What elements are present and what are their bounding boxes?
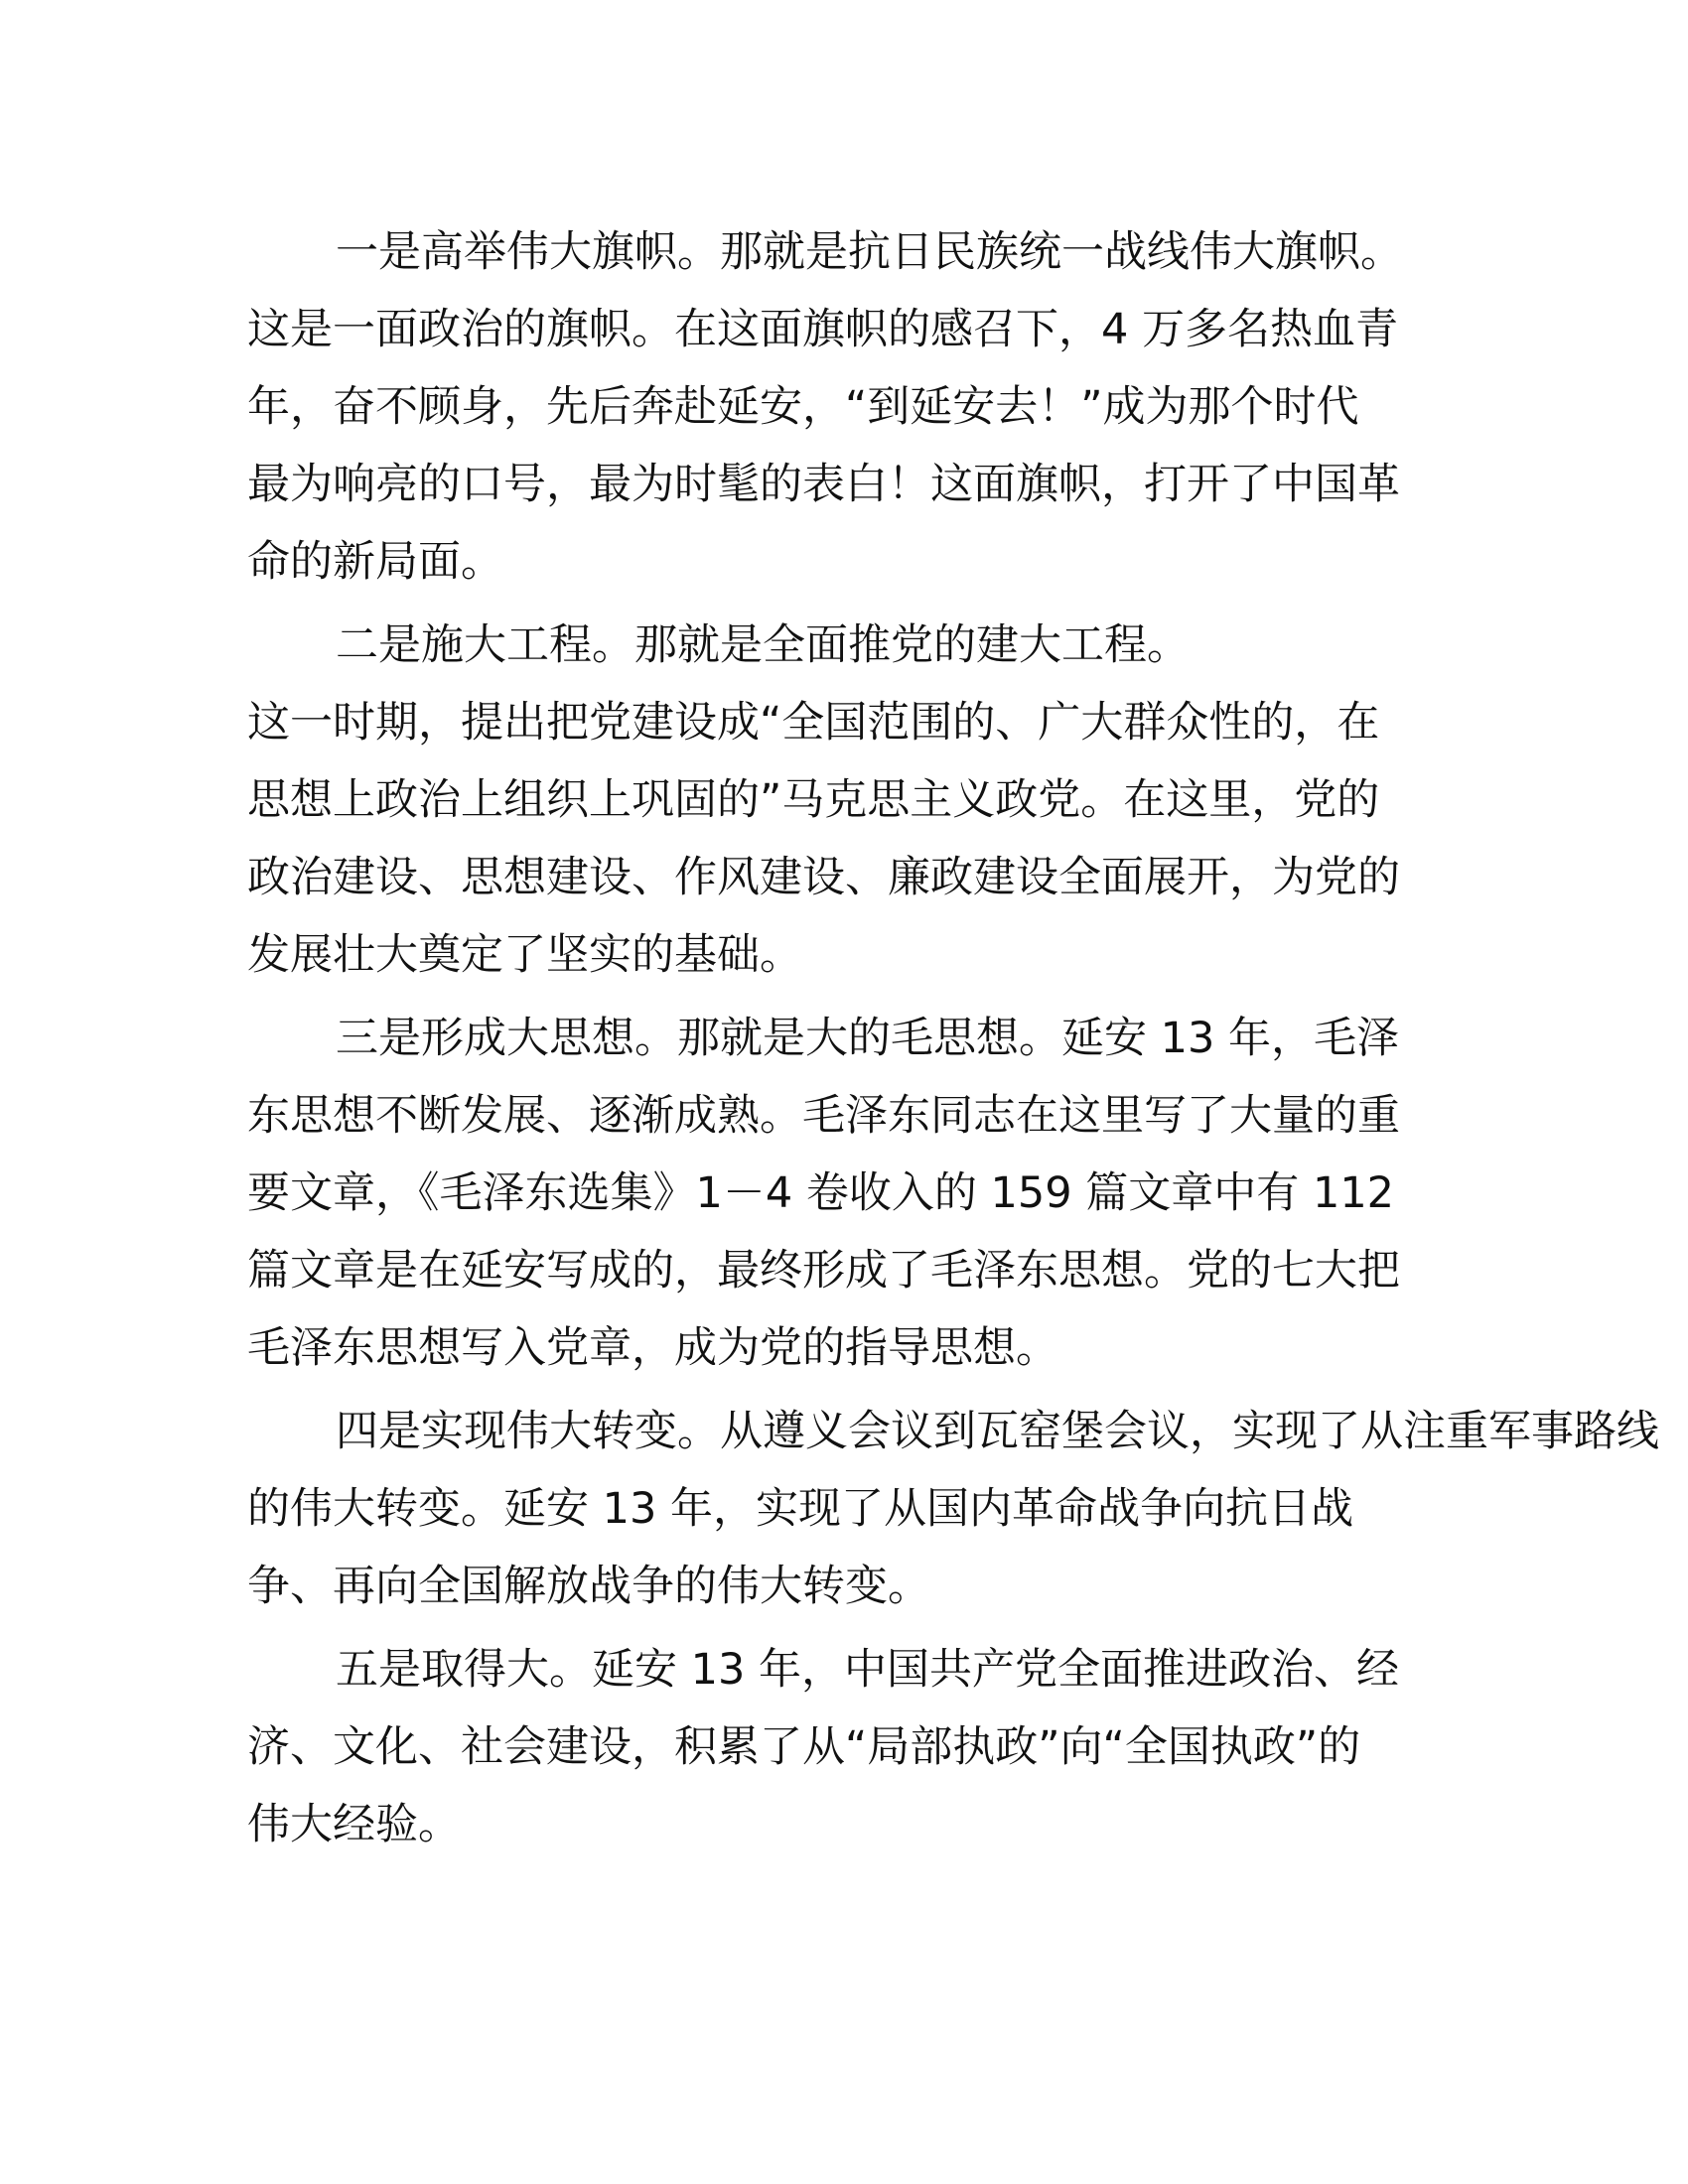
paragraph-line: 二是施大工程。那就是全面推党的建大工程。 (336, 620, 1190, 670)
paragraph-line: 东思想不断发展、逐渐成熟。毛泽东同志在这里写了大量的重 (247, 1091, 1400, 1141)
paragraph-line: 伟大经验。 (247, 1800, 461, 1849)
paragraph-line: 命的新局面。 (247, 537, 503, 587)
paragraph-line: 政治建设、思想建设、作风建设、廉政建设全面展开，为党的 (247, 853, 1400, 902)
paragraph-line: 五是取得大。延安 13 年，中国共产党全面推进政治、经 (336, 1645, 1400, 1695)
paragraph-line: 年，奋不顾身，先后奔赴延安，“到延安去！”成为那个时代 (247, 382, 1359, 432)
paragraph-line: 最为响亮的口号，最为时髦的表白！这面旗帜，打开了中国革 (247, 460, 1400, 509)
paragraph-line: 篇文章是在延安写成的，最终形成了毛泽东思想。党的七大把 (247, 1246, 1400, 1296)
paragraph-line: 争、再向全国解放战争的伟大转变。 (247, 1562, 930, 1611)
paragraph-line: 四是实现伟大转变。从遵义会议到瓦窑堡会议，实现了从注重军事路线 (336, 1407, 1659, 1456)
paragraph-line: 思想上政治上组织上巩固的”马克思主义政党。在这里，党的 (247, 775, 1380, 825)
paragraph-line: 这是一面政治的旗帜。在这面旗帜的感召下，4 万多名热血青 (247, 305, 1399, 354)
paragraph-line: 济、文化、社会建设，积累了从“局部执政”向“全国执政”的 (247, 1722, 1361, 1772)
paragraph-line: 三是形成大思想。那就是大的毛思想。延安 13 年，毛泽 (336, 1014, 1400, 1063)
paragraph-line: 发展壮大奠定了坚实的基础。 (247, 930, 802, 980)
paragraph-line: 一是高举伟大旗帜。那就是抗日民族统一战线伟大旗帜。 (336, 227, 1403, 277)
paragraph-line: 要文章，《毛泽东选集》1－4 卷收入的 159 篇文章中有 112 (247, 1168, 1395, 1218)
paragraph-line: 这一时期，提出把党建设成“全国范围的、广大群众性的，在 (247, 698, 1380, 748)
paragraph-line: 的伟大转变。延安 13 年，实现了从国内革命战争向抗日战 (247, 1484, 1354, 1534)
paragraph-line: 毛泽东思想写入党章，成为党的指导思想。 (247, 1323, 1058, 1373)
